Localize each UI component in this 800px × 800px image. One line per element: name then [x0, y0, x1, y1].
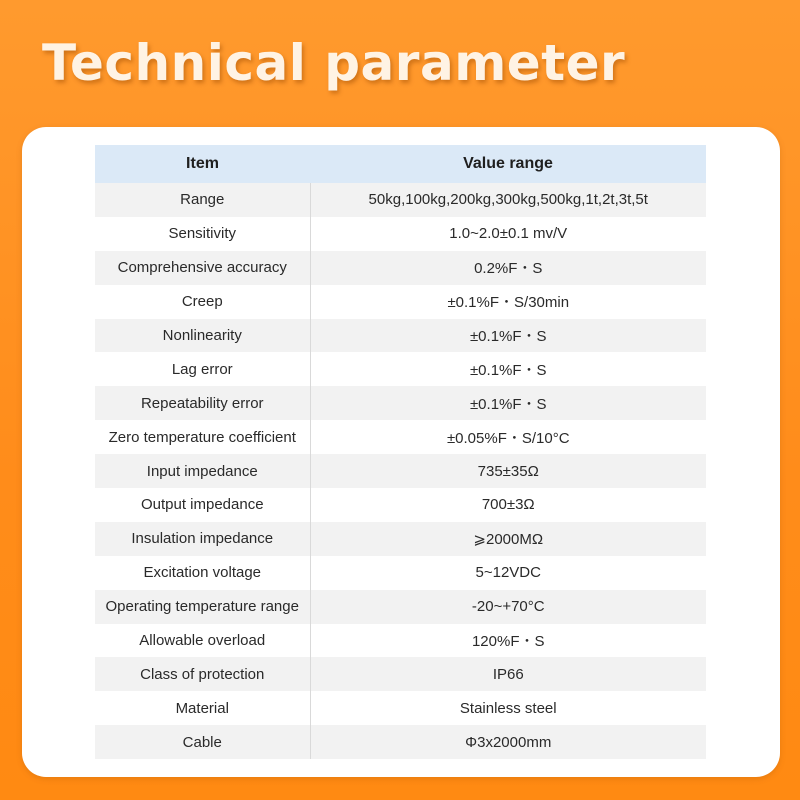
- value-cell: ±0.1%F・S: [310, 319, 706, 353]
- item-cell: Creep: [95, 285, 310, 319]
- table-row: [95, 251, 706, 285]
- value-cell: Φ3x2000mm: [310, 725, 706, 759]
- item-cell: Zero temperature coefficient: [95, 420, 310, 454]
- item-cell: Range: [95, 183, 310, 217]
- table-row: [95, 590, 706, 624]
- item-cell: Material: [95, 691, 310, 725]
- value-cell: ±0.1%F・S/30min: [310, 285, 706, 319]
- value-cell: Stainless steel: [310, 691, 706, 725]
- item-cell: Input impedance: [95, 454, 310, 488]
- value-cell: IP66: [310, 657, 706, 691]
- value-cell: ±0.05%F・S/10°C: [310, 420, 706, 454]
- table-header-row: [95, 145, 706, 183]
- table-row: [95, 454, 706, 488]
- item-cell: Class of protection: [95, 657, 310, 691]
- item-cell: Cable: [95, 725, 310, 759]
- value-cell: 5~12VDC: [310, 556, 706, 590]
- table-row: [95, 522, 706, 556]
- value-cell: -20~+70°C: [310, 590, 706, 624]
- table-row: [95, 657, 706, 691]
- item-cell: Operating temperature range: [95, 590, 310, 624]
- item-cell: Lag error: [95, 352, 310, 386]
- value-cell: 700±3Ω: [310, 488, 706, 522]
- table-row: [95, 352, 706, 386]
- item-cell: Output impedance: [95, 488, 310, 522]
- item-cell: Allowable overload: [95, 624, 310, 658]
- parameter-card: [22, 127, 780, 777]
- value-cell: 735±35Ω: [310, 454, 706, 488]
- table-row: [95, 217, 706, 251]
- value-cell: 1.0~2.0±0.1 mv/V: [310, 217, 706, 251]
- column-header-value: Value range: [310, 145, 706, 183]
- column-header-item: Item: [95, 145, 310, 183]
- table-row: [95, 556, 706, 590]
- table-row: [95, 183, 706, 217]
- table-row: [95, 725, 706, 759]
- table-row: [95, 386, 706, 420]
- item-cell: Comprehensive accuracy: [95, 251, 310, 285]
- table-row: [95, 691, 706, 725]
- value-cell: 0.2%F・S: [310, 251, 706, 285]
- page-title: Technical parameter: [42, 34, 626, 92]
- value-cell: 120%F・S: [310, 624, 706, 658]
- item-cell: Nonlinearity: [95, 319, 310, 353]
- parameter-table: [95, 145, 706, 759]
- table-row: [95, 319, 706, 353]
- table-row: [95, 420, 706, 454]
- item-cell: Repeatability error: [95, 386, 310, 420]
- table-row: [95, 624, 706, 658]
- item-cell: Sensitivity: [95, 217, 310, 251]
- value-cell: ±0.1%F・S: [310, 352, 706, 386]
- table-row: [95, 285, 706, 319]
- value-cell: 50kg,100kg,200kg,300kg,500kg,1t,2t,3t,5t: [310, 183, 706, 217]
- table-row: [95, 488, 706, 522]
- value-cell: ±0.1%F・S: [310, 386, 706, 420]
- item-cell: Insulation impedance: [95, 522, 310, 556]
- value-cell: ⩾2000MΩ: [310, 522, 706, 556]
- item-cell: Excitation voltage: [95, 556, 310, 590]
